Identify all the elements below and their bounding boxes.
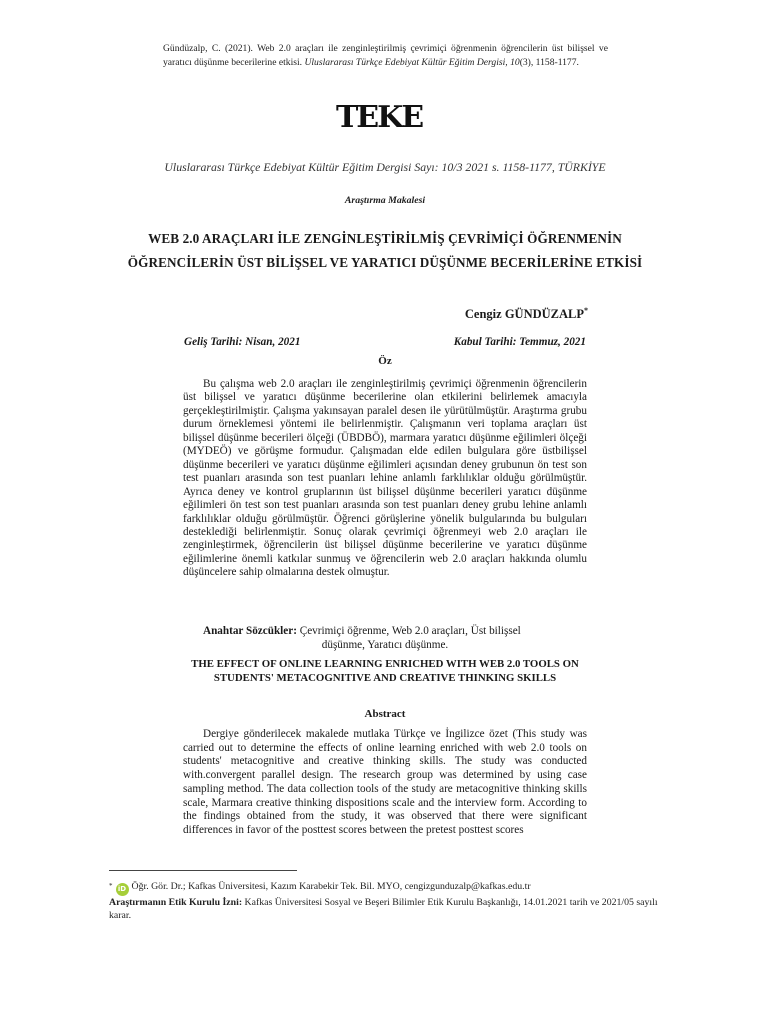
footnote-divider	[109, 870, 297, 871]
article-title-tr: WEB 2.0 ARAÇLARI İLE ZENGİNLEŞTİRİLMİŞ ÇEVRİMİÇİ ÖĞRENMENİN ÖĞRENCİLERİN ÜST BİLİŞSEL VE YARATICI DÜŞÜNME BECERİLERİNE ETKİSİ	[127, 231, 643, 270]
footnote-ethics-line	[109, 896, 664, 922]
oz-heading: Öz	[378, 355, 392, 367]
footnote-affiliation: Öğr. Gör. Dr.; Kafkas Üniversitesi, Kazım Karabekir Tek. Bil. MYO, cengizgunduzalp@kafkas.edu.tr	[131, 881, 531, 892]
citation-prefix: Gündüzalp, C. (2021). Web 2.0 araçları ile zenginleştirilmiş çevrimiçi öğrenmenin öğrencilerin üst bilişsel ve yaratıcı düşünme becerilerine etkisi.	[163, 43, 608, 68]
ethics-label: Araştırmanın Etik Kurulu İzni:	[109, 897, 243, 908]
ethics-text: Kafkas Üniversitesi Sosyal ve Beşeri Bilimler Etik Kurulu Başkanlığı, 14.01.2021 tarih ve 2021/05 sayılı karar.	[109, 897, 658, 921]
orcid-icon[interactable]: iD	[116, 883, 129, 896]
citation-journal: Uluslararası Türkçe Edebiyat Kültür Eğitim Dergisi, 10	[304, 56, 520, 68]
abstract-tr: Bu çalışma web 2.0 araçları ile zenginleştirilmiş çevrimiçi öğrenmenin öğrencilerin üst bilişsel ve yaratıcı düşünme becerilerine olan etkilerini belirlemek amacıyla gerçekleştirilmiştir. Çalışma yakınsayan paralel desen ile yürütülmüştür. Araştırma grubu durum örneklemesi yöntemi ile belirlenmiştir. Çalışmanın veri toplama araçları üst bilişsel düşünme becerileri ölçeği (ÜBDBÖ), marmara yaratıcı düşünme eğilimleri ölçeği (MYDEÖ) ve görüşme formudur. Çalışmadan elde edilen bulgulara göre üstbilişsel düşünme becerileri ve yaratıcı düşünme eğilimleri açısından deney grubunun ön test son test puanları arasında son test puanları lehine anlamlı farklılıklar olduğu görülmüştür. Ayrıca deney ve kontrol gruplarının üst bilişsel düşünme becerileri yaratıcı düşünme eğilimleri ön test son test puanları arasında son test puanları deney grubu lehine anlamlı farklılıklar olduğu görülmüştür. Öğrenci görüşlerine yönelik bulgularında bu bulguları desteklediği belirlenmiştir. Sonuç olarak çevrimiçi öğrenmeyi web 2.0 araçları ile zenginleştirmek, öğrencilerin üst bilişsel düşünme becerilerine ve yaratıcı düşünme eğilimlerine önemli katkılar sunmuş ve öğrencilerin web 2.0 araçları hakkında olumlu düşüncelere sahip olmalarına destek olmuştur.	[183, 378, 587, 579]
author	[465, 306, 588, 322]
abstract-heading: Abstract	[364, 708, 406, 720]
footnote	[109, 880, 664, 922]
journal-logo-text: TEKE	[335, 100, 423, 135]
journal-logo	[335, 95, 423, 135]
journal-line: Uluslararası Türkçe Edebiyat Kültür Eğitim Dergisi Sayı: 10/3 2021 s. 1158-1177, TÜRKİYE	[164, 160, 606, 174]
citation-suffix: (3), 1158-1177.	[519, 56, 579, 68]
footnote-mark: *	[109, 882, 113, 890]
article-type: Araştırma Makalesi	[344, 195, 426, 206]
keywords	[183, 624, 587, 652]
author-name: Cengiz GÜNDÜZALP	[464, 307, 584, 322]
keywords-label: Anahtar Sözcükler:	[203, 625, 297, 637]
author-footnote-mark: *	[584, 306, 588, 315]
accepted-date: Kabul Tarihi: Temmuz, 2021	[453, 336, 586, 348]
keywords-text: Çevrimiçi öğrenme, Web 2.0 araçları, Üst bilişsel	[296, 625, 521, 637]
citation	[163, 42, 608, 69]
received-date: Geliş Tarihi: Nisan, 2021	[184, 336, 301, 348]
keywords-tail: düşünme, Yaratıcı düşünme.	[321, 639, 449, 651]
footnote-affiliation-line	[109, 880, 664, 896]
abstract-en: Dergiye gönderilecek makalede mutlaka Türkçe ve İngilizce özet (This study was carried out to determine the effects of online learning enriched with web 2.0 tools on students' metacognitive and creative thinking skills. The study was conducted with.convergent parallel design. The research group was determined by using case sampling method. The data collection tools of the study are metacognitive thinking skills scale, Marmara creative thinking dispositions scale and the interview form. According to the findings obtained from the study, it was observed that there were significant differences in favor of the posttest scores between the pretest posttest scores	[183, 728, 587, 836]
article-title-en: THE EFFECT OF ONLINE LEARNING ENRICHED WITH WEB 2.0 TOOLS ON STUDENTS' METACOGNITIVE AND CREATIVE THINKING SKILLS	[191, 658, 579, 684]
